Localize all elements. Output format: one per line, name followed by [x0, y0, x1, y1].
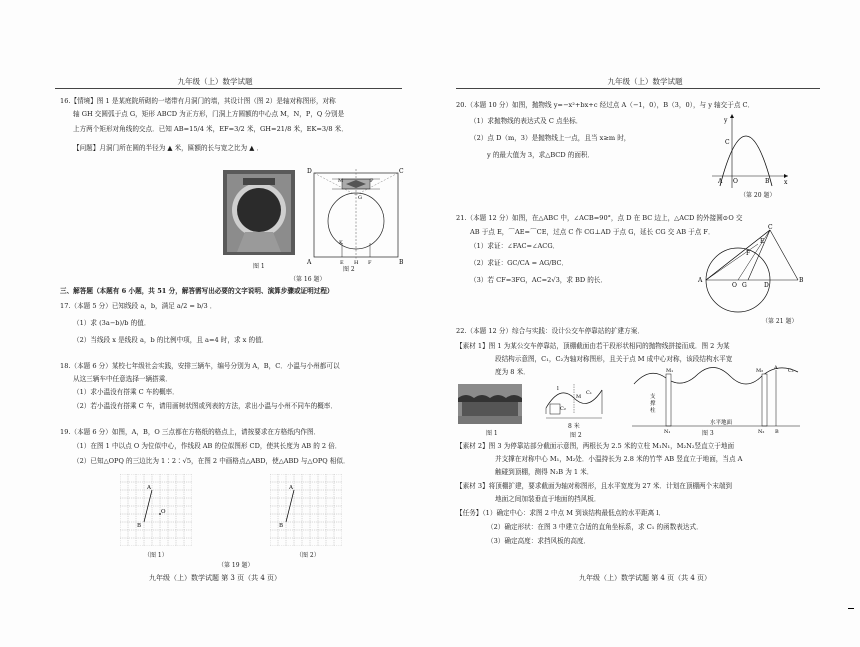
q19-fig1-caption: （图 1） — [144, 552, 168, 559]
q22-line6: 并支撑在对称中心 M₁，M₂处．小温持长为 2.8 米的竹竿 AB 竖直立于地面，当点 A — [495, 455, 743, 463]
q21-label-C: C — [768, 224, 773, 231]
q16-line1: 16.【情境】图 1 是某庭院所砌的一堵带有月洞门的墙，其设计图（图 2）是轴对称图形，对称 — [60, 97, 336, 105]
q19-figure-caption: （第 19 题） — [218, 562, 254, 569]
q21-label-O: O — [732, 282, 737, 289]
q20-label-y: y — [724, 117, 728, 124]
q16-figure-caption: （第 16 题） — [290, 276, 326, 283]
q22-line3: 段结构示意图，C₁，C₂为轴对称图形，且关于点 M 成中心对称，该段结构水平宽 — [495, 355, 733, 363]
q22-fig3-label-pillar-1: 支 — [650, 394, 656, 400]
q20-parabola-figure — [710, 112, 790, 190]
q16-line4: 【问题】月洞门所在圆的半径为 ▲ 米，匾额的长与宽之比为 ▲ ． — [73, 144, 263, 152]
q22-line4: 度为 8 米． — [495, 368, 530, 376]
section-3-title: 三、解答题（本题有 6 小题，共 51 分，解答需写出必要的文字说明、演算步骤或证明过程） — [60, 287, 334, 295]
q22-fig3-label-N2: N₂ — [758, 429, 765, 434]
q22-fig3-caption: 图 3 — [702, 430, 714, 437]
label-H: H — [354, 260, 359, 265]
q22-line8: 【素材 3】将顶棚扩建，要求截面为轴对称图形，且水平宽度为 27 米．计划在顶棚两个末端到 — [456, 482, 733, 490]
q21-circle-figure — [692, 224, 812, 316]
q22-task3: （3）确定高度：求挡风板的高度． — [487, 537, 591, 545]
grid1-label-B: B — [137, 523, 142, 529]
q19-line2: （1）在图 1 中以点 O 为位似中心，作线段 AB 的位似图形 CD，使其长度为 AB 的 2 倍． — [73, 442, 342, 450]
q21-line3: （1）求证：∠FAC=∠ACG． — [470, 242, 560, 250]
grid2-label-A: A — [289, 485, 293, 491]
q20-line2: （1）求抛物线的表达式及 C 点坐标． — [470, 117, 583, 125]
left-header-rule — [55, 88, 402, 89]
q21-line1: 21.（本题 12 分）如图，在△ABC 中，∠ACB=90°，点 D 在 BC 边上，△ACD 的外接圆⊙O 交 — [456, 214, 743, 222]
right-header: 九年级（上）数学试题 — [607, 77, 683, 86]
q22-fig2-caption: 图 2 — [570, 432, 582, 439]
q20-line4: y 的最大值为 3，求△BCD 的面积． — [487, 151, 595, 159]
q22-line9: 地面之间加装垂直于地面的挡风板． — [495, 495, 601, 503]
q22-fig3-label-N1: N₁ — [664, 429, 671, 434]
left-header: 九年级（上）数学试题 — [177, 77, 253, 86]
grid2-label-B: B — [279, 523, 284, 529]
label-G: G — [358, 195, 362, 201]
q21-line2: AB 于点 E，⌒AE=⌒CE，过点 C 作 CG⊥AD 于点 G，延长 CG 交 AB 于点 F． — [470, 228, 715, 236]
q22-fig3-label-C1: C₁ — [788, 368, 794, 374]
edge-mark — [848, 608, 854, 609]
q22-fig2-label-M: M — [576, 394, 582, 400]
q22-fig3-label-M2: M₂ — [756, 368, 764, 374]
label-B: B — [399, 259, 404, 265]
q21-label-B: B — [799, 277, 804, 284]
q19-fig2-caption: （图 2） — [296, 552, 320, 559]
moon-gate-design-diagram — [306, 165, 406, 265]
q18-line2: 从这三辆车中任意选择一辆搭乘． — [73, 375, 172, 383]
q17-line2: （1）求 (3a−b)/b 的值． — [73, 319, 151, 327]
q16-line2: 轴 GH 交圆弧于点 G，矩形 ABCD 为正方形，门洞上方圆额的中心点 M，N，P，Q 分别是 — [73, 110, 345, 118]
q22-fig3-label-pillar-2: 撑 — [650, 401, 656, 407]
q22-task2: （2）确定形状：在图 3 中建立合适的直角坐标系，求 C₁ 的函数表达式． — [487, 523, 703, 531]
q22-roof-structure-figure — [540, 380, 610, 422]
q22-line5: 【素材 2】图 3 为停靠站部分截面示意图，两根长为 2.5 米的立柱 M₁N₁，M₂N₂竖直立于地面 — [456, 442, 735, 450]
bus-stop-photo-drawing — [458, 384, 522, 424]
label-C: C — [399, 168, 404, 175]
q21-label-A: A — [698, 277, 703, 284]
q18-line3: （1）求小温没有搭乘 C 车的概率． — [73, 388, 179, 396]
q22-task1: 【任务】（1）确定中心：求图 2 中点 M 到该结构最低点的水平距离 l． — [456, 509, 666, 517]
bus-stop-photo — [458, 384, 522, 424]
q22-fig3-label-M1: M₁ — [666, 368, 674, 374]
label-A: A — [307, 259, 312, 265]
q16-line3: 上方两个矩形对角线的交点．已知 AB=15/4 米，EF=3/2 米，GH=21/8 米，EK=3/8 米． — [73, 125, 348, 133]
q22-line7: 触碰到顶棚，测得 N₂B 为 1 米． — [495, 468, 594, 476]
q20-figure-caption: （第 20 题） — [740, 192, 776, 199]
left-footer: 九年级（上）数学试题 第 3 页（共 4 页） — [148, 574, 282, 582]
q21-figure-caption: （第 21 题） — [762, 318, 798, 325]
moon-gate-photo — [223, 170, 295, 255]
q19-grid-1 — [120, 474, 192, 546]
q19-line3: （2）已知△OPQ 的三边比为 1∶2∶√5，在图 2 中画格点△ABD，使△ABD 与△OPQ 相似． — [73, 457, 350, 465]
q22-fig3-label-pillar-3: 柱 — [650, 408, 656, 414]
q22-fig2-label-C2: C₂ — [560, 406, 566, 412]
q22-fig3-label-A: A — [774, 365, 778, 371]
q21-label-G: G — [742, 282, 747, 289]
q21-label-E: E — [760, 238, 765, 245]
q21-line4: （2）求证：GC/CA = AG/BC． — [470, 259, 569, 267]
q22-fig2-width-label: 8 米 — [568, 423, 580, 430]
q21-label-F: F — [746, 250, 751, 257]
q22-line2: 【素材 1】图 1 为某公交车停靠站，顶棚截面由若干段形状相同的抛物线拼接而成．图 2 为某 — [456, 342, 730, 350]
q19-line1: 19.（本题 6 分）如图，A，B，O 三点都在方格纸的格点上，请按要求在方格纸内作图． — [60, 428, 321, 436]
q18-line4: （2）若小温没有搭乘 C 车，请用画树状图或列表的方法，求出小温与小州不同车的概率． — [73, 402, 337, 410]
q20-label-A: A — [718, 178, 723, 185]
right-footer: 九年级（上）数学试题 第 4 页（共 4 页） — [578, 574, 712, 582]
q22-cross-section-figure — [630, 362, 802, 434]
label-K: K — [339, 240, 343, 246]
grid1-label-A: A — [147, 485, 151, 491]
q22-fig2-label-l: l — [557, 386, 559, 392]
q19-grid-2 — [270, 474, 342, 546]
q16-fig1-caption: 图 1 — [253, 263, 265, 270]
q20-line3: （2）点 D（m，3）是抛物线上一点，且当 x≥m 时， — [470, 134, 631, 142]
q22-fig3-label-B: B — [775, 429, 779, 434]
q18-line1: 18.（本题 6 分）某校七年级社会实践，安排三辆车，编号分别为 A，B，C．小温与小州都可以 — [60, 362, 340, 370]
q17-line3: （2）当线段 x 是线段 a，b 的比例中项，且 a=4 时，求 x 的值． — [73, 336, 269, 344]
q22-line1: 22.（本题 12 分）综合与实践：设计公交车停靠站的扩建方案． — [456, 327, 644, 335]
q16-fig2-caption: 图 2 — [343, 266, 355, 273]
q20-label-x: x — [784, 179, 788, 186]
q22-fig2-label-C1: C₁ — [586, 390, 592, 396]
moon-gate-photo-drawing — [223, 170, 295, 255]
q21-line5: （3）若 CF=3FG，AC=2√3，求 BD 的长． — [470, 276, 608, 284]
q22-fig1-caption: 图 1 — [486, 430, 498, 437]
q20-label-C: C — [725, 139, 730, 146]
q21-label-D: D — [764, 282, 769, 289]
label-F: F — [368, 260, 372, 265]
right-page — [430, 0, 860, 647]
q17-line1: 17.（本题 5 分）已知线段 a，b，满足 a/2 = b/3 ． — [60, 302, 217, 310]
label-E: E — [340, 260, 344, 265]
label-M: M — [338, 178, 344, 184]
q20-label-O: O — [733, 178, 738, 185]
label-P: P — [370, 178, 374, 184]
q22-fig3-label-ground: 水平地面 — [710, 420, 733, 426]
grid1-label-O: O — [161, 509, 166, 515]
right-header-rule — [456, 88, 820, 89]
label-D: D — [307, 168, 312, 175]
q20-label-B: B — [765, 178, 770, 185]
q20-line1: 20.（本题 10 分）如图，抛物线 y=−x²+bx+c 经过点 A（−1，0），B（3，0），与 y 轴交于点 C． — [456, 101, 755, 109]
